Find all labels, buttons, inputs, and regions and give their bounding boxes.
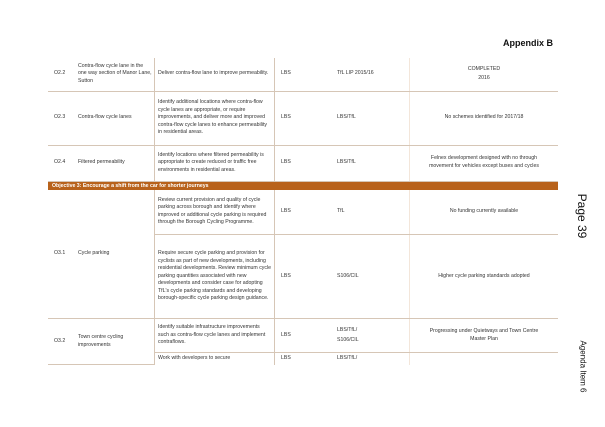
- agenda-item-label: Agenda Item 6: [578, 340, 588, 393]
- ref-cell: O2.2: [48, 58, 76, 91]
- progress-cell: [410, 58, 559, 91]
- lead-cell: LBS: [275, 319, 334, 353]
- table-row: [48, 91, 558, 145]
- name-cell: Cycle parking: [76, 190, 155, 319]
- funding-cell: [333, 319, 410, 353]
- table-row: [48, 58, 558, 91]
- appendix-label: Appendix B: [502, 38, 553, 48]
- progress-cell: [410, 353, 559, 365]
- name-cell: Contra-flow cycle lanes: [76, 91, 155, 145]
- progress-cell: Felnex development designed with no through movement for vehicles except buses and cycles: [410, 145, 559, 181]
- objective-title: Objective 3: Encourage a shift from the car for shorter journeys: [48, 181, 410, 190]
- funding-cell: LBS/TfL: [333, 91, 410, 145]
- action-plan-table: [48, 58, 558, 365]
- progress-cell: No schemes identified for 2017/18: [410, 91, 559, 145]
- funding-cell: S106/CIL: [333, 235, 410, 319]
- table-row: [48, 145, 558, 181]
- ref-cell: O3.1: [48, 190, 76, 319]
- page-number: Page 39: [575, 193, 589, 239]
- lead-cell: LBS: [281, 354, 291, 361]
- funding-line: S106/CIL: [337, 336, 359, 343]
- lead-cell: LBS: [275, 145, 334, 181]
- action-cell: Review current provision and quality of cycle parking across borough and identify where improved or additional cycle parking is required through the Borough Cycling Programme.: [155, 190, 275, 235]
- ref-cell: O2.4: [48, 145, 76, 181]
- progress-line: COMPLETED: [467, 65, 501, 72]
- funding-cell: TfL: [333, 190, 410, 235]
- lead-cell: LBS: [275, 190, 334, 235]
- name-cell: Contra-flow cycle lane in the one way section of Manor Lane, Sutton: [76, 58, 155, 91]
- name-cell: Town centre cycling improvements: [76, 319, 155, 365]
- funding-line: LBS/TfL/: [337, 326, 358, 333]
- funding-cell: TfL LIP 2015/16: [333, 58, 410, 91]
- name-cell: Filtered permeability: [76, 145, 155, 181]
- progress-cell: Higher cycle parking standards adopted: [410, 235, 559, 319]
- ref-cell: O2.3: [48, 91, 76, 145]
- objective-header-row: [48, 181, 558, 190]
- action-cell: Deliver contra-flow lane to improve permeability.: [155, 58, 275, 91]
- progress-line: 2016: [478, 75, 490, 82]
- action-cell: Identify additional locations where contra-flow cycle lanes are appropriate, or require improvements, and deliver more and improved contra-flow cycle lanes to enhance permeability in residential areas.: [155, 91, 275, 145]
- lead-cell: LBS: [275, 235, 334, 319]
- funding-cell: LBS/TfL/: [337, 354, 358, 361]
- objective-header-spacer: [410, 181, 559, 190]
- lead-cell: LBS: [275, 58, 334, 91]
- table-row: [48, 190, 558, 235]
- funding-cell: LBS/TfL: [333, 145, 410, 181]
- action-cell: Identify suitable infrastructure improvements such as contra-flow cycle lanes and implement contraflows.: [155, 319, 275, 353]
- action-cell: Identify locations where filtered permeability is appropriate to create reduced or traffic free environments in residential areas.: [155, 145, 275, 181]
- table-row: [48, 319, 558, 353]
- progress-cell: No funding currently available: [410, 190, 559, 235]
- ref-cell: O3.2: [48, 319, 76, 365]
- lead-cell: LBS: [275, 91, 334, 145]
- action-cell: Work with developers to secure: [155, 353, 275, 365]
- action-cell: Require secure cycle parking and provision for cyclists as part of new developments, including residential developments. Review minimum cycle parking quantities associated with new developments and consider case for adopting TfL's cycle parking standards and developing borough-specific cycle parking design guidance.: [155, 235, 275, 319]
- progress-cell: Progressing under Quietways and Town Centre Master Plan: [410, 319, 559, 353]
